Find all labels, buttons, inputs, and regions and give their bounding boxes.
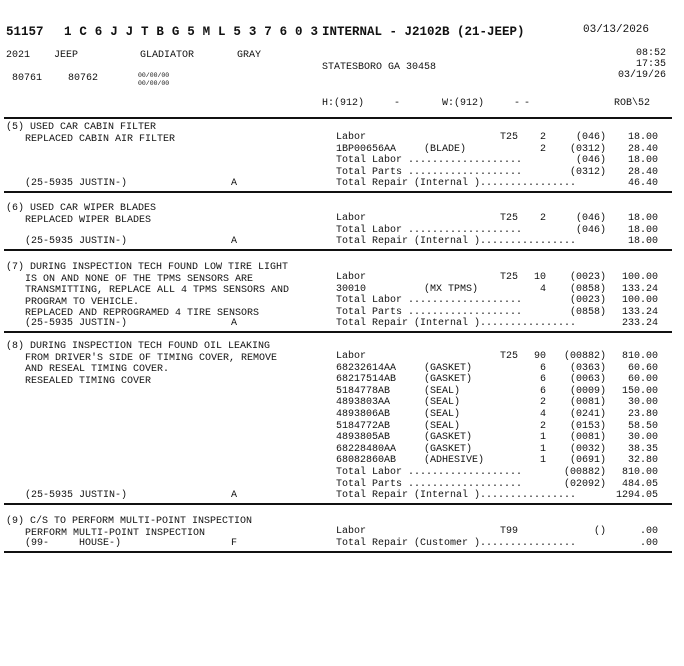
job-description-line: FROM DRIVER'S SIDE OF TIMING COVER, REMOVE <box>25 352 278 364</box>
charge-amount: 133.24 <box>621 283 658 295</box>
charge-code: T25 <box>500 213 519 224</box>
charge-ref: (0023) <box>569 295 606 307</box>
charge-amount: 60.60 <box>627 362 658 374</box>
charge-ref: (046) <box>575 132 606 143</box>
advisor: ROB\52 <box>613 98 650 109</box>
charge-qty: 4 <box>539 409 546 420</box>
charge-ref: (0063) <box>569 374 606 386</box>
charge-line <box>336 538 666 549</box>
charge-ref: (0241) <box>569 409 606 420</box>
charge-qty: 4 <box>539 283 546 295</box>
vehicle-year: 2021 <box>6 50 31 61</box>
charge-amount: 100.00 <box>621 295 658 307</box>
charge-ref: (00882) <box>563 467 606 478</box>
charge-ref: (0312) <box>569 143 606 155</box>
charge-ref: (02092) <box>563 478 606 490</box>
charge-label: 68217514AB <box>336 374 397 386</box>
divider <box>4 249 672 251</box>
job-description-line: REPLACED CABIN AIR FILTER <box>25 133 176 145</box>
charge-amount: 1294.05 <box>615 490 658 502</box>
charge-qty: 2 <box>539 132 546 143</box>
phone-home: H:(912) - <box>322 98 401 109</box>
charge-amount: 28.40 <box>627 166 658 178</box>
charge-ref: (0312) <box>569 166 606 178</box>
charge-qty: 2 <box>539 143 546 155</box>
pay-type: A <box>231 318 238 330</box>
charge-amount: 18.00 <box>627 213 658 224</box>
job-description-line: REPLACED WIPER BLADES <box>25 214 152 226</box>
charge-ref: (0858) <box>569 283 606 295</box>
charge-ref: (0081) <box>569 397 606 409</box>
charge-label: Labor <box>336 132 367 143</box>
charge-ref: (0858) <box>569 306 606 318</box>
charge-label: Labor <box>336 351 367 362</box>
charge-line <box>336 351 666 362</box>
charge-label: Total Repair (Internal )................ <box>336 318 577 330</box>
charge-line <box>336 284 666 295</box>
job-description-line: (8) DURING INSPECTION TECH FOUND OIL LEAKING <box>6 341 271 352</box>
technician: (25-5935 JUSTIN-) <box>25 318 128 330</box>
small-date-1: 00/00/00 <box>138 72 170 79</box>
charge-line <box>336 397 666 408</box>
charge-amount: 30.00 <box>627 397 658 409</box>
charge-desc: (SEAL) <box>424 420 461 432</box>
charge-label: Total Repair (Internal )................ <box>336 178 577 190</box>
charge-label: 4893805AB <box>336 432 391 444</box>
charge-qty: 2 <box>539 397 546 409</box>
charge-label: Total Parts ................... <box>336 166 523 178</box>
charge-amount: 810.00 <box>621 467 658 478</box>
charge-amount: 58.50 <box>627 420 658 432</box>
charge-amount: 100.00 <box>621 272 658 283</box>
charge-line <box>336 236 666 247</box>
charge-ref: (0363) <box>569 362 606 374</box>
charge-amount: 60.00 <box>627 374 658 386</box>
date-top: 03/13/2026 <box>583 24 650 36</box>
charge-label: 1BP00656AA <box>336 143 397 155</box>
divider <box>4 191 672 193</box>
charge-amount: 233.24 <box>621 318 658 330</box>
charge-code: T25 <box>500 272 519 283</box>
charge-line <box>336 432 666 443</box>
divider <box>4 551 672 553</box>
job-description-line: TRANSMITTING, REPLACE ALL 4 TPMS SENSORS AND <box>25 285 290 297</box>
charge-amount: 38.35 <box>627 443 658 455</box>
charge-line <box>336 467 666 478</box>
job-description-line: PROGRAM TO VEHICLE. <box>25 296 140 308</box>
charge-qty: 1 <box>539 455 546 467</box>
charge-line <box>336 178 666 189</box>
charge-label: Labor <box>336 213 367 224</box>
job-description-line: (5) USED CAR CABIN FILTER <box>6 122 157 133</box>
charge-code: T25 <box>500 132 519 143</box>
technician: (25-5935 JUSTIN-) <box>25 490 128 502</box>
charge-qty: 1 <box>539 432 546 444</box>
charge-qty: 2 <box>539 213 546 224</box>
charge-ref: () <box>593 526 606 537</box>
charge-line <box>336 155 666 166</box>
charge-desc: (ADHESIVE) <box>424 455 485 467</box>
charge-qty: 6 <box>539 374 546 386</box>
charge-label: 68082860AB <box>336 455 397 467</box>
charge-amount: 133.24 <box>621 306 658 318</box>
divider <box>4 503 672 505</box>
job-description-line: AND RESEAL TIMING COVER. <box>25 364 170 376</box>
charge-line <box>336 409 666 420</box>
time-1: 08:52 <box>635 48 666 59</box>
charge-line <box>336 318 666 329</box>
charge-label: Total Labor ................... <box>336 295 523 307</box>
technician: (99- HOUSE-) <box>25 537 122 549</box>
charge-label: Total Labor ................... <box>336 467 523 478</box>
job-description-line: (7) DURING INSPECTION TECH FOUND LOW TIRE LIGHT <box>6 262 289 273</box>
charge-ref: (0023) <box>569 272 606 283</box>
charge-line <box>336 132 666 143</box>
charge-qty: 90 <box>533 351 546 362</box>
charge-ref: (0032) <box>569 443 606 455</box>
charge-line <box>336 144 666 155</box>
charge-amount: .00 <box>639 526 658 537</box>
divider <box>4 331 672 333</box>
charge-line <box>336 167 666 178</box>
charge-amount: 18.00 <box>627 236 658 248</box>
code-1: 80761 <box>12 73 43 84</box>
charge-desc: (GASKET) <box>424 443 473 455</box>
charge-desc: (SEAL) <box>424 385 461 397</box>
charge-label: Total Labor ................... <box>336 155 523 167</box>
ro-number: 51157 <box>6 25 44 39</box>
charge-desc: (GASKET) <box>424 362 473 374</box>
charge-line <box>336 421 666 432</box>
charge-amount: 150.00 <box>621 385 658 397</box>
vehicle-color: GRAY <box>237 50 262 61</box>
pay-type: A <box>231 490 238 502</box>
charge-ref: (0009) <box>569 385 606 397</box>
code-2: 80762 <box>68 73 99 84</box>
vin: 1 C 6 J J T B G 5 M L 5 3 7 6 0 3 <box>64 25 319 39</box>
charge-ref: (0081) <box>569 432 606 444</box>
phone-work: W:(912) - <box>442 98 521 109</box>
charge-line <box>336 225 666 236</box>
pay-type: A <box>231 236 238 248</box>
charge-label: Total Parts ................... <box>336 478 523 490</box>
charge-ref: (0153) <box>569 420 606 432</box>
job-description-line: PERFORM MULTI-POINT INSPECTION <box>25 527 206 539</box>
charge-line <box>336 526 666 537</box>
charge-desc: (GASKET) <box>424 374 473 386</box>
charge-label: Labor <box>336 272 367 283</box>
charge-label: Total Labor ................... <box>336 224 523 236</box>
divider <box>4 117 672 119</box>
job-description-line: (6) USED CAR WIPER BLADES <box>6 203 157 214</box>
phone-work-dash: - <box>524 98 531 109</box>
charge-label: 5184778AB <box>336 385 391 397</box>
charge-amount: 30.00 <box>627 432 658 444</box>
charge-line <box>336 295 666 306</box>
charge-ref: (046) <box>575 224 606 236</box>
charge-label: Total Repair (Internal )................ <box>336 490 577 502</box>
charge-label: 5184772AB <box>336 420 391 432</box>
charge-code: T25 <box>500 351 519 362</box>
charge-amount: 32.80 <box>627 455 658 467</box>
charge-amount: 484.05 <box>621 478 658 490</box>
charge-ref: (046) <box>575 155 606 167</box>
charge-qty: 6 <box>539 385 546 397</box>
charge-line <box>336 444 666 455</box>
small-date-2: 00/00/00 <box>138 80 170 87</box>
vehicle-make: JEEP <box>54 50 79 61</box>
charge-amount: 810.00 <box>621 351 658 362</box>
charge-code: T99 <box>500 526 519 537</box>
job-description-line: REPLACED AND REPROGRAMED 4 TIRE SENSORS <box>25 308 260 320</box>
charge-label: 68228480AA <box>336 443 397 455</box>
charge-line <box>336 386 666 397</box>
charge-line <box>336 490 666 501</box>
charge-line <box>336 213 666 224</box>
charge-amount: 18.00 <box>627 224 658 236</box>
charge-line <box>336 272 666 283</box>
pay-type: F <box>231 537 238 549</box>
charge-line <box>336 455 666 466</box>
charge-label: 4893803AA <box>336 397 391 409</box>
charge-label: 30010 <box>336 283 367 295</box>
charge-amount: 28.40 <box>627 143 658 155</box>
charge-desc: (GASKET) <box>424 432 473 444</box>
charge-amount: 18.00 <box>627 132 658 143</box>
charge-label: Labor <box>336 526 367 537</box>
charge-qty: 1 <box>539 443 546 455</box>
pay-type: A <box>231 178 238 190</box>
charge-line <box>336 363 666 374</box>
charge-amount: 23.80 <box>627 409 658 420</box>
job-description-line: RESEALED TIMING COVER <box>25 375 152 387</box>
technician: (25-5935 JUSTIN-) <box>25 178 128 190</box>
charge-amount: 18.00 <box>627 155 658 167</box>
technician: (25-5935 JUSTIN-) <box>25 236 128 248</box>
document-title: INTERNAL - J2102B (21-JEEP) <box>322 25 525 39</box>
time-2: 17:35 <box>635 59 666 70</box>
vehicle-model: GLADIATOR <box>140 50 195 61</box>
charge-qty: 10 <box>533 272 546 283</box>
charge-desc: (MX TPMS) <box>424 283 479 295</box>
charge-desc: (SEAL) <box>424 409 461 420</box>
charge-ref: (046) <box>575 213 606 224</box>
charge-amount: .00 <box>639 537 658 549</box>
charge-label: Total Repair (Internal )................ <box>336 236 577 248</box>
date-bottom: 03/19/26 <box>617 70 666 81</box>
job-description-line: (9) C/S TO PERFORM MULTI-POINT INSPECTION <box>6 516 253 527</box>
location: STATESBORO GA 30458 <box>322 62 437 73</box>
charge-label: Total Repair (Customer )................ <box>336 537 577 549</box>
charge-line <box>336 307 666 318</box>
charge-qty: 2 <box>539 420 546 432</box>
charge-amount: 46.40 <box>627 178 658 190</box>
charge-label: Total Parts ................... <box>336 306 523 318</box>
charge-qty: 6 <box>539 362 546 374</box>
charge-line <box>336 374 666 385</box>
charge-label: 4893806AB <box>336 409 391 420</box>
charge-desc: (SEAL) <box>424 397 461 409</box>
charge-line <box>336 479 666 490</box>
charge-label: 68232614AA <box>336 362 397 374</box>
charge-ref: (00882) <box>563 351 606 362</box>
charge-desc: (BLADE) <box>424 143 467 155</box>
charge-ref: (0691) <box>569 455 606 467</box>
job-description-line: IS ON AND NONE OF THE TPMS SENSORS ARE <box>25 273 254 285</box>
